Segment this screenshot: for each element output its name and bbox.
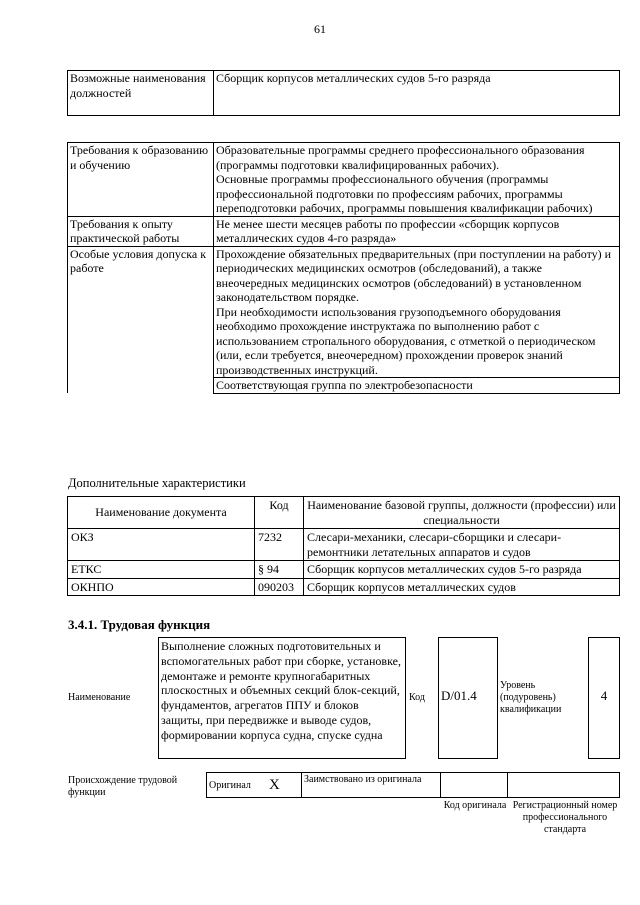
table-row-doc: ЕТКС: [68, 561, 255, 579]
req-education-value: [214, 143, 620, 217]
origin-label: Происхождение трудовой функции: [68, 775, 178, 798]
req-conditions-value: [214, 246, 620, 393]
reg-number-cell: [507, 772, 620, 798]
req-conditions-line: При необходимости использования грузоподъемного оборудования необходимо прохождение инструктажа по выполнению работ с использованием стропального оборудования, с отметкой о периодическом (или, если требуется, внеочередном) прохождении проверок знаний производственных инструкций.: [216, 304, 596, 377]
additional-table: [67, 496, 620, 596]
req-experience-value: [214, 216, 620, 246]
req-conditions-line: Прохождение обязательных предварительных (при поступлении на работу) и периодических медицинских осмотров (обследований), а также внеочередных медицинских осмотров (обследований) в установленном законодательством порядке.: [216, 246, 612, 304]
req-experience-label: Требования к опыту практической работы: [68, 216, 214, 246]
names-value: Сборщик корпусов металлических судов 5-го разряда: [214, 71, 620, 116]
req-education-line: Образовательные программы среднего профессионального образования (программы подготовки квалифицированных рабочих).: [216, 143, 585, 172]
table-row-group: Сборщик корпусов металлических судов 5-го разряда: [304, 561, 620, 579]
original-mark: X: [269, 777, 280, 793]
header-code: Код: [255, 497, 304, 529]
code-original-caption: Код оригинала: [443, 800, 507, 811]
req-education-line: Основные программы профессионального обучения (программы профессиональной подготовки по профессиям рабочих, программы переподготовки рабочих, программы повышения квалификации рабочих): [216, 172, 593, 215]
labor-function-title: 3.4.1. Трудовая функция: [68, 617, 211, 632]
table-row-doc: ОКНПО: [68, 578, 255, 596]
req-education-label: Требования к образованию и обучению: [68, 143, 214, 217]
level-value: 4: [588, 637, 620, 759]
level-label: Уровень (подуровень) квалификации: [500, 680, 562, 715]
table-row-doc: ОКЗ: [68, 529, 255, 561]
original-label: Оригинал: [209, 780, 251, 791]
table-row-code: 7232: [255, 529, 304, 561]
name-label: Наименование: [68, 692, 131, 703]
table-row-code: 090203: [255, 578, 304, 596]
original-cell: [206, 772, 302, 798]
requirements-table: [67, 142, 620, 394]
table-row-code: § 94: [255, 561, 304, 579]
req-experience-line: Не менее шести месяцев работы по профессии «сборщик корпусов металлических судов 4-го разряда»: [216, 216, 560, 245]
header-group-name: Наименование базовой группы, должности (профессии) или специальности: [304, 497, 620, 529]
name-value: Выполнение сложных подготовительных и вспомогательных работ при сборке, установке, демонтаже и ремонте крупногабаритных плоскостных и объемных секций блок-секций, фундаментов, агрегатов ППУ и блоков защиты, при передвижке и выводе судов, формировании корпуса судна, спуске судна: [158, 637, 406, 759]
code-label: Код: [409, 692, 425, 703]
additional-title: Дополнительные характеристики: [68, 476, 246, 490]
table-row-group: Сборщик корпусов металлических судов: [304, 578, 620, 596]
page-number: 61: [314, 22, 326, 36]
reg-number-caption: Регистрационный номер профессионального стандарта: [512, 800, 618, 835]
req-conditions-line: Соответствующая группа по электробезопасности: [214, 377, 619, 393]
header-doc-name: Наименование документа: [68, 497, 255, 529]
code-value: D/01.4: [438, 637, 498, 759]
code-original-cell: [440, 772, 508, 798]
table-row-group: Слесари-механики, слесари-сборщики и слесари-ремонтники летательных аппаратов и судов: [304, 529, 620, 561]
names-table: [67, 70, 620, 116]
borrowed-cell: Заимствовано из оригинала: [301, 772, 441, 798]
req-conditions-label: Особые условия допуска к работе: [68, 246, 214, 393]
names-label: Возможные наименования должностей: [68, 71, 214, 116]
